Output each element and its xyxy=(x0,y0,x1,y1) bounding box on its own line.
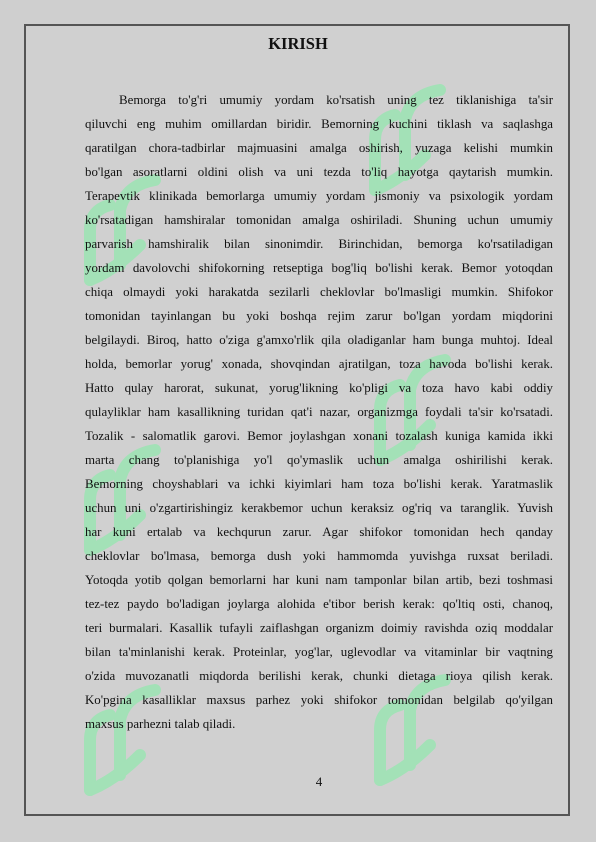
text-line: qulayliklar ham kasallikning turidan qat'i nazar, organizmga foydali ta'sir ko'rsatadi. xyxy=(85,405,553,419)
text-line: bo'lgan asoratlarni oldini olish va uni tezda to'liq hayotga qaytarish mumkin. xyxy=(85,165,553,179)
text-line: Ko'pgina kasalliklar maxsus parhez yoki shifokor tomonidan belgilab qo'yilgan xyxy=(85,693,553,707)
text-line: belgilaydi. Biroq, hatto o'ziga g'amxo'rlik qila oladiganlar ham bunga muhtoj. Ideal xyxy=(85,333,553,347)
text-line: Terapevtik klinikada bemorlarga umumiy yordam jismoniy va psixologik yordam xyxy=(85,189,553,203)
text-line: parvarish hamshiralik bilan sinonimdir. Birinchidan, bemorga ko'rsatiladigan xyxy=(85,237,553,251)
text-line: ko'rsatadigan hamshiralar tomonidan amalga oshiriladi. Shuning uchun umumiy xyxy=(85,213,553,227)
body-text xyxy=(85,88,553,736)
text-line: holda, bemorlar yorug' xonada, shovqindan ajratilgan, toza havoda bo'lishi kerak. xyxy=(85,357,553,371)
text-line: Yotoqda yotib qolgan bemorlarni har kuni nam tamponlar bilan artib, bezi toshmasi xyxy=(85,573,553,587)
text-line: marta chang to'planishiga yo'l qo'ymaslik uchun amalga oshirilishi kerak. xyxy=(85,453,553,467)
text-line: cheklovlar bo'lmasa, bemorga dush yoki hammomda yuvishga ruxsat beriladi. xyxy=(85,549,553,563)
text-line: qiluvchi eng muhim omillardan biridir. Bemorning kuchini tiklash va saqlashga xyxy=(85,117,553,131)
text-line: chiqa olmaydi yoki harakatda sezilarli cheklovlar bo'lmasligi mumkin. Shifokor xyxy=(85,285,553,299)
text-line: Bemorga to'g'ri umumiy yordam ko'rsatish uning tez tiklanishiga ta'sir xyxy=(119,93,553,107)
text-line: tez-tez paydo bo'ladigan joylarga alohida e'tibor berish kerak: qo'ltiq osti, chanoq, xyxy=(85,597,553,611)
text-line: Hatto qulay harorat, sukunat, yorug'likning ko'pligi va toza havo kabi oddiy xyxy=(85,381,553,395)
text-line: tomonidan tayinlangan bu yoki boshqa rejim zarur bo'lgan yordam miqdorini xyxy=(85,309,553,323)
text-line: yordam davolovchi shifokorning retseptiga bog'liq bo'lishi kerak. Bemor yotoqdan xyxy=(85,261,553,275)
text-line: Bemorning choyshablari va ichki kiyimlari ham toza bo'lishi kerak. Yaratmaslik xyxy=(85,477,553,491)
text-line: Tozalik - salomatlik garovi. Bemor joylashgan xonani tozalash kuniga kamida ikki xyxy=(85,429,553,443)
page-number: 4 xyxy=(315,774,323,789)
text-line: o'zida muvozanatli miqdorda berilishi kerak, chunki dietaga rioya qilish kerak. xyxy=(85,669,553,683)
text-line: teri burmalari. Kasallik tufayli zaiflashgan organizm doimiy ravishda oziq moddalar xyxy=(85,621,553,635)
text-line: bilan ta'minlanishi kerak. Proteinlar, yog'lar, uglevodlar va vitaminlar bir vaqtning xyxy=(85,645,553,659)
text-line: qaratilgan chora-tadbirlar majmuasini amalga oshirish, yuzaga kelishi mumkin xyxy=(85,141,553,155)
page-title: KIRISH xyxy=(268,34,328,53)
text-line: har kuni ertalab va kechqurun zarur. Agar shifokor tomonidan hech qanday xyxy=(85,525,553,539)
text-line: maxsus parhezni talab qiladi. xyxy=(85,717,236,731)
text-line: uchun uni o'zgartirishingiz kerakbemor uchun keraksiz og'riq va taranglik. Yuvish xyxy=(85,501,553,515)
